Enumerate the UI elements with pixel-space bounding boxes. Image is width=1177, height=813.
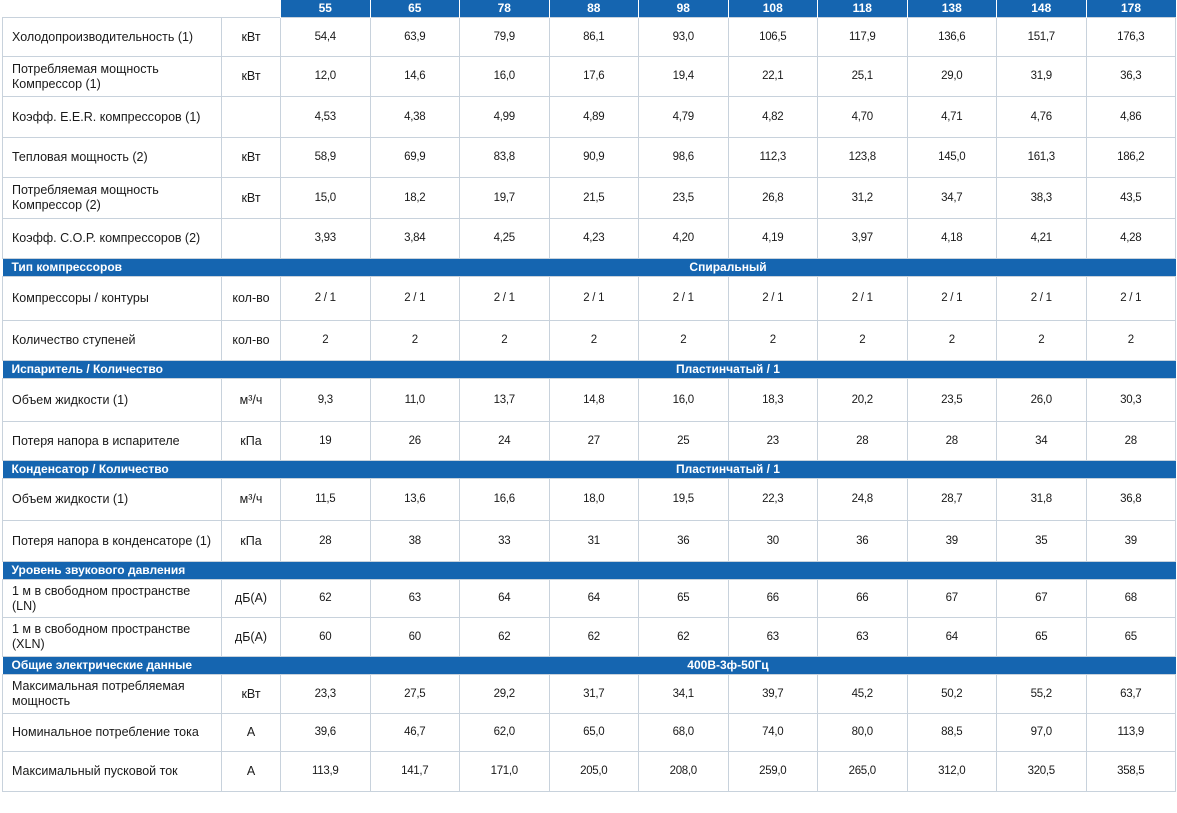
section-header-row xyxy=(3,461,1176,479)
parameter-label: Объем жидкости (1) xyxy=(3,479,222,521)
value-cell: 63 xyxy=(370,580,460,618)
value-cell: 64 xyxy=(549,580,639,618)
value-cell: 23,3 xyxy=(281,675,371,714)
unit-cell: кВт xyxy=(222,675,281,714)
parameter-label: Коэфф. C.O.P. компрессоров (2) xyxy=(3,219,222,259)
unit-cell: м³/ч xyxy=(222,479,281,521)
value-cell: 2 / 1 xyxy=(728,277,818,321)
value-cell: 205,0 xyxy=(549,752,639,792)
value-cell: 98,6 xyxy=(639,138,729,178)
spec-row xyxy=(3,580,1176,618)
value-cell: 36,8 xyxy=(1086,479,1176,521)
value-cell: 25,1 xyxy=(818,57,908,97)
parameter-label: 1 м в свободном пространстве (XLN) xyxy=(3,618,222,657)
value-cell: 13,7 xyxy=(460,379,550,422)
spec-row xyxy=(3,618,1176,657)
value-cell: 55,2 xyxy=(997,675,1087,714)
spec-row xyxy=(3,57,1176,97)
value-cell: 11,0 xyxy=(370,379,460,422)
section-value: 400В-3ф-50Гц xyxy=(281,657,1176,675)
value-cell: 58,9 xyxy=(281,138,371,178)
value-cell: 38,3 xyxy=(997,178,1087,219)
value-cell: 24 xyxy=(460,422,550,461)
value-cell: 3,84 xyxy=(370,219,460,259)
unit-cell xyxy=(222,97,281,138)
value-cell: 2 / 1 xyxy=(281,277,371,321)
value-cell: 31,2 xyxy=(818,178,908,219)
value-cell: 64 xyxy=(460,580,550,618)
section-header-row xyxy=(3,657,1176,675)
value-cell: 33 xyxy=(460,521,550,562)
value-cell: 4,89 xyxy=(549,97,639,138)
value-cell: 34,1 xyxy=(639,675,729,714)
model-header-cell: 148 xyxy=(997,0,1087,18)
value-cell: 4,25 xyxy=(460,219,550,259)
value-cell: 28 xyxy=(907,422,997,461)
value-cell: 161,3 xyxy=(997,138,1087,178)
parameter-label: Потребляемая мощность Компрессор (2) xyxy=(3,178,222,219)
unit-cell: кПа xyxy=(222,422,281,461)
value-cell: 83,8 xyxy=(460,138,550,178)
value-cell: 123,8 xyxy=(818,138,908,178)
spec-row xyxy=(3,752,1176,792)
unit-cell: кВт xyxy=(222,18,281,57)
value-cell: 43,5 xyxy=(1086,178,1176,219)
model-header-cell: 78 xyxy=(460,0,550,18)
value-cell: 17,6 xyxy=(549,57,639,97)
unit-cell: м³/ч xyxy=(222,379,281,422)
value-cell: 4,18 xyxy=(907,219,997,259)
value-cell: 67 xyxy=(907,580,997,618)
value-cell: 23,5 xyxy=(907,379,997,422)
value-cell: 18,0 xyxy=(549,479,639,521)
unit-cell: кВт xyxy=(222,57,281,97)
value-cell: 4,86 xyxy=(1086,97,1176,138)
unit-cell: А xyxy=(222,752,281,792)
value-cell: 106,5 xyxy=(728,18,818,57)
value-cell: 39 xyxy=(907,521,997,562)
value-cell: 18,3 xyxy=(728,379,818,422)
value-cell: 68 xyxy=(1086,580,1176,618)
value-cell: 29,0 xyxy=(907,57,997,97)
value-cell: 67 xyxy=(997,580,1087,618)
value-cell: 9,3 xyxy=(281,379,371,422)
unit-cell: кПа xyxy=(222,521,281,562)
value-cell: 65,0 xyxy=(549,714,639,752)
value-cell: 20,2 xyxy=(818,379,908,422)
unit-cell: кол-во xyxy=(222,321,281,361)
value-cell: 86,1 xyxy=(549,18,639,57)
value-cell: 88,5 xyxy=(907,714,997,752)
value-cell: 31,7 xyxy=(549,675,639,714)
value-cell: 27 xyxy=(549,422,639,461)
value-cell: 11,5 xyxy=(281,479,371,521)
value-cell: 62 xyxy=(639,618,729,657)
section-header-row xyxy=(3,562,1176,580)
value-cell: 4,19 xyxy=(728,219,818,259)
value-cell: 60 xyxy=(281,618,371,657)
value-cell: 2 xyxy=(549,321,639,361)
spec-row xyxy=(3,675,1176,714)
section-value: Спиральный xyxy=(281,259,1176,277)
unit-cell: дБ(А) xyxy=(222,580,281,618)
value-cell: 259,0 xyxy=(728,752,818,792)
value-cell: 4,76 xyxy=(997,97,1087,138)
section-value: Пластинчатый / 1 xyxy=(281,461,1176,479)
value-cell: 2 xyxy=(907,321,997,361)
value-cell: 176,3 xyxy=(1086,18,1176,57)
parameter-label: Потеря напора в испарителе xyxy=(3,422,222,461)
value-cell: 186,2 xyxy=(1086,138,1176,178)
section-title: Испаритель / Количество xyxy=(3,361,281,379)
value-cell: 117,9 xyxy=(818,18,908,57)
value-cell: 97,0 xyxy=(997,714,1087,752)
unit-cell: кол-во xyxy=(222,277,281,321)
value-cell: 358,5 xyxy=(1086,752,1176,792)
value-cell: 24,8 xyxy=(818,479,908,521)
parameter-label: Потеря напора в конденсаторе (1) xyxy=(3,521,222,562)
value-cell: 2 / 1 xyxy=(639,277,729,321)
value-cell: 31,8 xyxy=(997,479,1087,521)
value-cell: 4,70 xyxy=(818,97,908,138)
value-cell: 171,0 xyxy=(460,752,550,792)
value-cell: 80,0 xyxy=(818,714,908,752)
spec-row xyxy=(3,422,1176,461)
value-cell: 4,53 xyxy=(281,97,371,138)
value-cell: 66 xyxy=(818,580,908,618)
parameter-label: Максимальный пусковой ток xyxy=(3,752,222,792)
value-cell: 69,9 xyxy=(370,138,460,178)
value-cell: 30,3 xyxy=(1086,379,1176,422)
value-cell: 36,3 xyxy=(1086,57,1176,97)
value-cell: 93,0 xyxy=(639,18,729,57)
spec-table xyxy=(2,0,1176,792)
parameter-label: Холодопроизводительность (1) xyxy=(3,18,222,57)
value-cell: 26 xyxy=(370,422,460,461)
value-cell: 26,0 xyxy=(997,379,1087,422)
value-cell: 4,71 xyxy=(907,97,997,138)
parameter-label: Коэфф. E.E.R. компрессоров (1) xyxy=(3,97,222,138)
parameter-label: Потребляемая мощность Компрессор (1) xyxy=(3,57,222,97)
section-title: Общие электрические данные xyxy=(3,657,281,675)
value-cell: 29,2 xyxy=(460,675,550,714)
value-cell: 63,7 xyxy=(1086,675,1176,714)
value-cell: 35 xyxy=(997,521,1087,562)
value-cell: 28 xyxy=(818,422,908,461)
spec-row xyxy=(3,521,1176,562)
value-cell: 39,7 xyxy=(728,675,818,714)
value-cell: 62,0 xyxy=(460,714,550,752)
value-cell: 2 xyxy=(639,321,729,361)
value-cell: 68,0 xyxy=(639,714,729,752)
unit-cell: кВт xyxy=(222,138,281,178)
value-cell: 4,23 xyxy=(549,219,639,259)
model-header-cell: 108 xyxy=(728,0,818,18)
model-header-cell: 118 xyxy=(818,0,908,18)
value-cell: 66 xyxy=(728,580,818,618)
value-cell: 64 xyxy=(907,618,997,657)
model-header-cell: 65 xyxy=(370,0,460,18)
value-cell: 25 xyxy=(639,422,729,461)
section-header-row xyxy=(3,259,1176,277)
section-value xyxy=(281,562,1176,580)
value-cell: 74,0 xyxy=(728,714,818,752)
value-cell: 2 / 1 xyxy=(997,277,1087,321)
value-cell: 34,7 xyxy=(907,178,997,219)
section-title: Тип компрессоров xyxy=(3,259,281,277)
value-cell: 141,7 xyxy=(370,752,460,792)
value-cell: 2 xyxy=(728,321,818,361)
value-cell: 113,9 xyxy=(281,752,371,792)
value-cell: 2 xyxy=(997,321,1087,361)
parameter-label: Номинальное потребление тока xyxy=(3,714,222,752)
value-cell: 4,21 xyxy=(997,219,1087,259)
value-cell: 2 xyxy=(460,321,550,361)
spec-row xyxy=(3,138,1176,178)
value-cell: 50,2 xyxy=(907,675,997,714)
value-cell: 12,0 xyxy=(281,57,371,97)
unit-cell: кВт xyxy=(222,178,281,219)
value-cell: 36 xyxy=(639,521,729,562)
value-cell: 90,9 xyxy=(549,138,639,178)
value-cell: 14,8 xyxy=(549,379,639,422)
value-cell: 45,2 xyxy=(818,675,908,714)
unit-cell xyxy=(222,219,281,259)
value-cell: 2 / 1 xyxy=(549,277,639,321)
value-cell: 21,5 xyxy=(549,178,639,219)
value-cell: 23 xyxy=(728,422,818,461)
value-cell: 46,7 xyxy=(370,714,460,752)
model-header-cell: 98 xyxy=(639,0,729,18)
spec-row xyxy=(3,277,1176,321)
value-cell: 62 xyxy=(460,618,550,657)
value-cell: 265,0 xyxy=(818,752,908,792)
value-cell: 23,5 xyxy=(639,178,729,219)
value-cell: 62 xyxy=(281,580,371,618)
section-value: Пластинчатый / 1 xyxy=(281,361,1176,379)
value-cell: 62 xyxy=(549,618,639,657)
value-cell: 2 xyxy=(281,321,371,361)
model-header-cell: 55 xyxy=(281,0,371,18)
value-cell: 208,0 xyxy=(639,752,729,792)
spec-row xyxy=(3,219,1176,259)
value-cell: 18,2 xyxy=(370,178,460,219)
parameter-label: Объем жидкости (1) xyxy=(3,379,222,422)
value-cell: 2 / 1 xyxy=(370,277,460,321)
unit-cell: дБ(А) xyxy=(222,618,281,657)
value-cell: 19,5 xyxy=(639,479,729,521)
value-cell: 16,0 xyxy=(460,57,550,97)
model-header-cell: 88 xyxy=(549,0,639,18)
value-cell: 31 xyxy=(549,521,639,562)
value-cell: 2 / 1 xyxy=(818,277,908,321)
value-cell: 4,82 xyxy=(728,97,818,138)
value-cell: 13,6 xyxy=(370,479,460,521)
value-cell: 14,6 xyxy=(370,57,460,97)
value-cell: 151,7 xyxy=(997,18,1087,57)
value-cell: 22,3 xyxy=(728,479,818,521)
value-cell: 28 xyxy=(1086,422,1176,461)
value-cell: 2 / 1 xyxy=(460,277,550,321)
spec-row xyxy=(3,714,1176,752)
value-cell: 28,7 xyxy=(907,479,997,521)
value-cell: 39 xyxy=(1086,521,1176,562)
header-blank xyxy=(222,0,281,18)
model-header-cell: 138 xyxy=(907,0,997,18)
value-cell: 2 xyxy=(370,321,460,361)
spec-row xyxy=(3,97,1176,138)
value-cell: 19,7 xyxy=(460,178,550,219)
value-cell: 22,1 xyxy=(728,57,818,97)
value-cell: 19,4 xyxy=(639,57,729,97)
unit-cell: А xyxy=(222,714,281,752)
value-cell: 63 xyxy=(728,618,818,657)
spec-row xyxy=(3,178,1176,219)
value-cell: 2 xyxy=(1086,321,1176,361)
value-cell: 19 xyxy=(281,422,371,461)
spec-row xyxy=(3,379,1176,422)
section-title: Уровень звукового давления xyxy=(3,562,281,580)
value-cell: 38 xyxy=(370,521,460,562)
value-cell: 34 xyxy=(997,422,1087,461)
value-cell: 79,9 xyxy=(460,18,550,57)
section-title: Конденсатор / Количество xyxy=(3,461,281,479)
value-cell: 65 xyxy=(639,580,729,618)
value-cell: 4,28 xyxy=(1086,219,1176,259)
value-cell: 320,5 xyxy=(997,752,1087,792)
value-cell: 28 xyxy=(281,521,371,562)
parameter-label: Тепловая мощность (2) xyxy=(3,138,222,178)
value-cell: 145,0 xyxy=(907,138,997,178)
value-cell: 54,4 xyxy=(281,18,371,57)
value-cell: 63 xyxy=(818,618,908,657)
value-cell: 36 xyxy=(818,521,908,562)
spec-table-body xyxy=(3,0,1176,792)
model-header-cell: 178 xyxy=(1086,0,1176,18)
value-cell: 4,79 xyxy=(639,97,729,138)
parameter-label: Компрессоры / контуры xyxy=(3,277,222,321)
value-cell: 113,9 xyxy=(1086,714,1176,752)
value-cell: 2 xyxy=(818,321,908,361)
header-blank xyxy=(3,0,222,18)
value-cell: 16,0 xyxy=(639,379,729,422)
spec-row xyxy=(3,479,1176,521)
value-cell: 112,3 xyxy=(728,138,818,178)
value-cell: 30 xyxy=(728,521,818,562)
value-cell: 2 / 1 xyxy=(1086,277,1176,321)
value-cell: 4,99 xyxy=(460,97,550,138)
value-cell: 60 xyxy=(370,618,460,657)
value-cell: 2 / 1 xyxy=(907,277,997,321)
value-cell: 39,6 xyxy=(281,714,371,752)
value-cell: 31,9 xyxy=(997,57,1087,97)
value-cell: 63,9 xyxy=(370,18,460,57)
value-cell: 136,6 xyxy=(907,18,997,57)
section-header-row xyxy=(3,361,1176,379)
value-cell: 65 xyxy=(1086,618,1176,657)
parameter-label: Количество ступеней xyxy=(3,321,222,361)
spec-row xyxy=(3,18,1176,57)
parameter-label: 1 м в свободном пространстве (LN) xyxy=(3,580,222,618)
parameter-label: Максимальная потребляемая мощность xyxy=(3,675,222,714)
value-cell: 26,8 xyxy=(728,178,818,219)
model-header-row xyxy=(3,0,1176,18)
spec-row xyxy=(3,321,1176,361)
value-cell: 3,93 xyxy=(281,219,371,259)
value-cell: 4,20 xyxy=(639,219,729,259)
value-cell: 27,5 xyxy=(370,675,460,714)
value-cell: 15,0 xyxy=(281,178,371,219)
value-cell: 3,97 xyxy=(818,219,908,259)
value-cell: 16,6 xyxy=(460,479,550,521)
value-cell: 4,38 xyxy=(370,97,460,138)
value-cell: 65 xyxy=(997,618,1087,657)
value-cell: 312,0 xyxy=(907,752,997,792)
